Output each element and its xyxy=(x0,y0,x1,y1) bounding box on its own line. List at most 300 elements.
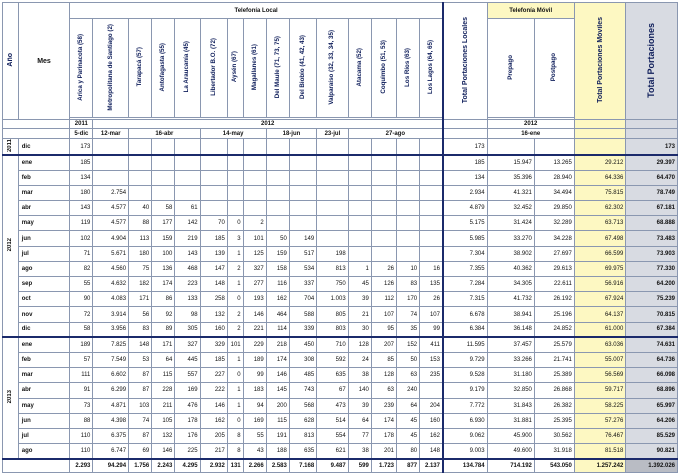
region-value: 198 xyxy=(317,246,349,261)
subhdr-2012: 2012 xyxy=(93,120,443,129)
region-value: 750 xyxy=(317,277,349,292)
region-value: 90 xyxy=(70,292,93,307)
region-value: 4.871 xyxy=(93,398,129,413)
region-value xyxy=(397,185,420,200)
region-value: 534 xyxy=(289,261,316,276)
region-value: 221 xyxy=(243,322,266,337)
region-value xyxy=(348,170,371,185)
region-value xyxy=(420,185,443,200)
region-value: 704 xyxy=(289,292,316,307)
month-cell: jun xyxy=(18,231,70,246)
postpaid-header: Postpago xyxy=(534,19,574,118)
region-value: 207 xyxy=(371,337,396,352)
region-value: 169 xyxy=(175,383,200,398)
year-cell: 2012 xyxy=(3,155,19,337)
region-value: 70 xyxy=(200,216,227,231)
region-value: 87 xyxy=(129,383,152,398)
prepaid-value: 31.424 xyxy=(487,216,534,231)
region-value: 56 xyxy=(129,307,152,322)
region-value xyxy=(371,139,396,156)
region-value xyxy=(317,170,349,185)
region-value: 1.003 xyxy=(317,292,349,307)
region-value: 235 xyxy=(420,368,443,383)
region-value: 588 xyxy=(289,307,316,322)
month-cell: jul xyxy=(18,428,70,443)
grand-total: 1.392.026 xyxy=(626,459,678,473)
region-value: 813 xyxy=(317,261,349,276)
region-value: 445 xyxy=(175,352,200,367)
region-value: 86 xyxy=(152,292,175,307)
region-value: 200 xyxy=(266,398,289,413)
total-mobile-value: 55.007 xyxy=(574,352,626,367)
region-value xyxy=(93,139,129,156)
region-value: 24 xyxy=(348,352,371,367)
region-value: 149 xyxy=(289,231,316,246)
region-value: 21 xyxy=(348,307,371,322)
region-value: 5.671 xyxy=(93,246,129,261)
region-value: 74 xyxy=(129,413,152,428)
total-value: 29.397 xyxy=(626,155,678,170)
total-mobile-value: 58.225 xyxy=(574,398,626,413)
total-local-value: 6.678 xyxy=(443,307,487,322)
total-mobile-value: 63.713 xyxy=(574,216,626,231)
region-value: 174 xyxy=(266,352,289,367)
region-value xyxy=(348,216,371,231)
region-value xyxy=(243,139,266,156)
region-value: 468 xyxy=(175,261,200,276)
total-region-value: 599 xyxy=(348,459,371,473)
region-value: 114 xyxy=(266,322,289,337)
grand-total-postpaid: 543.050 xyxy=(534,459,574,473)
region-value xyxy=(289,185,316,200)
region-value xyxy=(348,246,371,261)
total-value: 68.888 xyxy=(626,216,678,231)
total-local-value: 185 xyxy=(443,155,487,170)
total-value: 77.330 xyxy=(626,261,678,276)
region-value xyxy=(317,231,349,246)
region-value xyxy=(200,139,227,156)
region-value: 71 xyxy=(70,246,93,261)
region-value xyxy=(371,216,396,231)
postpaid-value xyxy=(534,139,574,156)
postpaid-value: 28.940 xyxy=(534,170,574,185)
total-mobile-value: 62.302 xyxy=(574,201,626,216)
region-value: 180 xyxy=(70,185,93,200)
total-mobile-value: 76.467 xyxy=(574,428,626,443)
region-value: 228 xyxy=(152,383,175,398)
region-value: 148 xyxy=(129,337,152,352)
region-header: La Araucanía (45) xyxy=(175,19,200,118)
month-cell: feb xyxy=(18,170,70,185)
region-value xyxy=(289,201,316,216)
total-value: 75.239 xyxy=(626,292,678,307)
region-value: 2 xyxy=(243,216,266,231)
region-value: 50 xyxy=(397,352,420,367)
total-mobile-value: 69.975 xyxy=(574,261,626,276)
total-region-value: 2.932 xyxy=(200,459,227,473)
region-value xyxy=(129,170,152,185)
postpaid-value: 25.196 xyxy=(534,307,574,322)
total-header: Total Portaciones xyxy=(626,3,678,120)
region-header: Coquimbo (51, 53) xyxy=(371,19,396,118)
region-value: 180 xyxy=(129,246,152,261)
region-value: 83 xyxy=(397,277,420,292)
month-cell: oct xyxy=(18,292,70,307)
region-value xyxy=(266,185,289,200)
region-value: 7.825 xyxy=(93,337,129,352)
total-local-value: 7.355 xyxy=(443,261,487,276)
region-value: 0 xyxy=(227,292,243,307)
region-value: 174 xyxy=(152,277,175,292)
region-header: Metropolitana de Santiago (2) xyxy=(93,19,129,118)
region-value: 805 xyxy=(317,307,349,322)
month-cell: jun xyxy=(18,413,70,428)
region-value: 329 xyxy=(200,337,227,352)
table-row xyxy=(3,292,678,307)
region-value xyxy=(317,201,349,216)
region-value: 227 xyxy=(200,368,227,383)
total-mobile-value: 59.717 xyxy=(574,383,626,398)
region-value: 173 xyxy=(70,139,93,156)
region-value: 185 xyxy=(200,231,227,246)
mobile-header: Telefonía Móvil xyxy=(487,3,574,19)
region-value: 58 xyxy=(152,201,175,216)
region-value: 101 xyxy=(243,231,266,246)
table-row xyxy=(3,322,678,337)
total-local-value: 5.985 xyxy=(443,231,487,246)
region-value: 10 xyxy=(397,261,420,276)
total-local-value: 6.384 xyxy=(443,322,487,337)
total-value: 68.896 xyxy=(626,383,678,398)
region-value: 87 xyxy=(129,428,152,443)
region-value: 64 xyxy=(152,352,175,367)
region-value: 148 xyxy=(200,277,227,292)
region-header: Antofagasta (55) xyxy=(152,19,175,118)
region-value xyxy=(266,170,289,185)
region-value: 0 xyxy=(227,413,243,428)
region-value: 4.577 xyxy=(93,201,129,216)
table-row xyxy=(3,444,678,459)
month-cell: feb xyxy=(18,352,70,367)
region-value: 308 xyxy=(289,352,316,367)
prepaid-value: 32.850 xyxy=(487,383,534,398)
region-value: 803 xyxy=(317,322,349,337)
total-value: 66.098 xyxy=(626,368,678,383)
month-cell: may xyxy=(18,398,70,413)
total-region-value: 2.243 xyxy=(152,459,175,473)
grand-total-local: 134.784 xyxy=(443,459,487,473)
region-value: 160 xyxy=(200,322,227,337)
region-value xyxy=(152,185,175,200)
table-row xyxy=(3,216,678,231)
region-value: 91 xyxy=(70,383,93,398)
total-region-value: 7.168 xyxy=(289,459,316,473)
table-row xyxy=(3,155,678,170)
total-mobile-header: Total Portaciones Móviles xyxy=(574,3,626,120)
region-value: 4.398 xyxy=(93,413,129,428)
prepaid-value: 37.457 xyxy=(487,337,534,352)
region-value xyxy=(175,170,200,185)
region-value: 145 xyxy=(266,383,289,398)
region-value: 240 xyxy=(397,383,420,398)
table-row xyxy=(3,352,678,367)
region-value: 191 xyxy=(266,428,289,443)
postpaid-value: 29.613 xyxy=(534,261,574,276)
region-value: 73 xyxy=(70,398,93,413)
total-value: 90.821 xyxy=(626,444,678,459)
region-value: 0 xyxy=(227,216,243,231)
region-value: 146 xyxy=(200,398,227,413)
region-value: 115 xyxy=(152,368,175,383)
region-value: 218 xyxy=(266,337,289,352)
total-region-value: 2.137 xyxy=(420,459,443,473)
date-16-ene: 16-ene xyxy=(487,129,574,139)
month-cell: sep xyxy=(18,277,70,292)
region-value xyxy=(129,185,152,200)
region-value: 1 xyxy=(348,261,371,276)
year-header: Año xyxy=(3,3,19,120)
region-value: 83 xyxy=(129,322,152,337)
region-value: 77 xyxy=(348,428,371,443)
prepaid-value: 49.600 xyxy=(487,444,534,459)
region-value: 139 xyxy=(200,246,227,261)
region-value xyxy=(397,139,420,156)
postpaid-value: 30.562 xyxy=(534,428,574,443)
month-cell: ene xyxy=(18,155,70,170)
region-value xyxy=(227,201,243,216)
region-value: 95 xyxy=(371,322,396,337)
prepaid-value: 31.881 xyxy=(487,413,534,428)
region-value: 743 xyxy=(289,383,316,398)
postpaid-value: 26.382 xyxy=(534,398,574,413)
total-value: 64.470 xyxy=(626,170,678,185)
month-cell: dic xyxy=(18,139,70,156)
region-value: 98 xyxy=(175,307,200,322)
region-value: 143 xyxy=(175,246,200,261)
prepaid-value: 38.902 xyxy=(487,246,534,261)
region-value: 4.904 xyxy=(93,231,129,246)
prepaid-value: 32.452 xyxy=(487,201,534,216)
subhdr-2011: 2011 xyxy=(70,120,93,129)
region-value: 147 xyxy=(200,261,227,276)
region-value: 148 xyxy=(420,444,443,459)
region-value: 592 xyxy=(317,352,349,367)
table-row xyxy=(3,368,678,383)
region-value: 162 xyxy=(420,428,443,443)
region-value: 116 xyxy=(266,277,289,292)
region-value: 38 xyxy=(348,444,371,459)
region-value: 64 xyxy=(348,413,371,428)
date-27-ago: 27-ago xyxy=(348,129,443,139)
total-value: 65.997 xyxy=(626,398,678,413)
total-region-value: 2.583 xyxy=(266,459,289,473)
region-value: 189 xyxy=(70,337,93,352)
region-value xyxy=(129,139,152,156)
region-value xyxy=(371,155,396,170)
month-cell: jul xyxy=(18,246,70,261)
region-value: 39 xyxy=(348,292,371,307)
region-value: 92 xyxy=(152,307,175,322)
table-row xyxy=(3,261,678,276)
table-row xyxy=(3,413,678,428)
region-value: 99 xyxy=(420,322,443,337)
region-header: Arica y Parinacota (58) xyxy=(70,19,93,118)
region-value: 94 xyxy=(243,398,266,413)
region-value xyxy=(175,139,200,156)
region-value xyxy=(371,246,396,261)
region-value xyxy=(317,155,349,170)
table-row xyxy=(3,428,678,443)
region-value xyxy=(420,139,443,156)
local-header: Telefonía Local xyxy=(70,3,443,19)
region-value: 107 xyxy=(420,307,443,322)
total-local-value: 7.304 xyxy=(443,246,487,261)
table-row xyxy=(3,337,678,352)
region-value xyxy=(266,201,289,216)
prepaid-value: 33.266 xyxy=(487,352,534,367)
region-value: 146 xyxy=(152,444,175,459)
table-row xyxy=(3,231,678,246)
region-value xyxy=(243,155,266,170)
postpaid-value: 25.579 xyxy=(534,337,574,352)
region-value: 45 xyxy=(397,413,420,428)
region-value: 162 xyxy=(200,413,227,428)
region-value: 204 xyxy=(420,398,443,413)
month-cell: may xyxy=(18,216,70,231)
region-value: 171 xyxy=(152,337,175,352)
region-value: 188 xyxy=(266,444,289,459)
total-local-value: 7.284 xyxy=(443,277,487,292)
total-region-value: 94.294 xyxy=(93,459,129,473)
region-value xyxy=(93,170,129,185)
postpaid-value: 32.289 xyxy=(534,216,574,231)
table-row xyxy=(3,139,678,156)
total-region-value: 877 xyxy=(397,459,420,473)
total-local-value: 9.528 xyxy=(443,368,487,383)
region-value: 143 xyxy=(70,201,93,216)
region-value: 450 xyxy=(289,337,316,352)
postpaid-value: 25.395 xyxy=(534,413,574,428)
region-value: 473 xyxy=(317,398,349,413)
total-region-value: 2.266 xyxy=(243,459,266,473)
region-value: 101 xyxy=(227,337,243,352)
region-value: 222 xyxy=(200,383,227,398)
region-header: Los Lagos (64, 65) xyxy=(420,19,443,118)
region-value xyxy=(200,170,227,185)
region-header: Libertador B.O. (72) xyxy=(200,19,227,118)
month-cell: mar xyxy=(18,185,70,200)
region-value xyxy=(420,231,443,246)
region-value: 219 xyxy=(175,231,200,246)
date-14-may: 14-may xyxy=(200,129,266,139)
total-mobile-value: 63.036 xyxy=(574,337,626,352)
table-row xyxy=(3,185,678,200)
region-value: 185 xyxy=(200,352,227,367)
region-value xyxy=(93,155,129,170)
region-value: 217 xyxy=(200,444,227,459)
total-value: 64.736 xyxy=(626,352,678,367)
region-value: 170 xyxy=(397,292,420,307)
region-header: Del Maule (71, 73, 75) xyxy=(266,19,289,118)
region-value xyxy=(200,201,227,216)
prepaid-value: 36.148 xyxy=(487,322,534,337)
subhdr-2012-mobile: 2012 xyxy=(487,120,574,129)
total-mobile-value: 57.276 xyxy=(574,413,626,428)
region-value: 64 xyxy=(397,398,420,413)
region-value xyxy=(175,185,200,200)
region-value: 128 xyxy=(371,368,396,383)
total-value: 78.749 xyxy=(626,185,678,200)
region-value xyxy=(348,139,371,156)
region-value: 99 xyxy=(243,368,266,383)
region-value: 169 xyxy=(243,413,266,428)
total-value: 85.529 xyxy=(626,428,678,443)
region-value: 153 xyxy=(420,352,443,367)
region-header: Atacama (52) xyxy=(348,19,371,118)
region-value: 6.299 xyxy=(93,383,129,398)
region-value: 174 xyxy=(371,413,396,428)
region-value xyxy=(243,201,266,216)
region-value xyxy=(129,155,152,170)
region-value xyxy=(420,201,443,216)
region-value xyxy=(289,216,316,231)
region-value xyxy=(243,170,266,185)
region-value: 45 xyxy=(397,428,420,443)
total-local-value: 7.315 xyxy=(443,292,487,307)
region-header: Tarapacá (57) xyxy=(129,19,152,118)
total-value: 64.206 xyxy=(626,413,678,428)
postpaid-value: 21.741 xyxy=(534,352,574,367)
region-value xyxy=(348,185,371,200)
total-local-value: 6.930 xyxy=(443,413,487,428)
prepaid-header: Prepago xyxy=(487,19,534,118)
region-value: 103 xyxy=(129,398,152,413)
region-value: 193 xyxy=(243,292,266,307)
region-value: 50 xyxy=(266,231,289,246)
region-value: 85 xyxy=(371,352,396,367)
region-value xyxy=(266,216,289,231)
table-row xyxy=(3,307,678,322)
region-value: 411 xyxy=(420,337,443,352)
region-value: 2 xyxy=(227,322,243,337)
prepaid-value: 31.180 xyxy=(487,368,534,383)
region-value xyxy=(317,139,349,156)
total-mobile-value: 66.599 xyxy=(574,246,626,261)
region-value: 8 xyxy=(227,428,243,443)
postpaid-value: 31.918 xyxy=(534,444,574,459)
region-value: 182 xyxy=(129,277,152,292)
region-value: 89 xyxy=(152,322,175,337)
region-value: 635 xyxy=(289,444,316,459)
total-local-value: 11.595 xyxy=(443,337,487,352)
region-value: 88 xyxy=(129,216,152,231)
prepaid-value: 41.321 xyxy=(487,185,534,200)
region-value xyxy=(266,139,289,156)
total-local-value: 134 xyxy=(443,170,487,185)
postpaid-value: 22.611 xyxy=(534,277,574,292)
region-value: 201 xyxy=(371,444,396,459)
region-value: 4.083 xyxy=(93,292,129,307)
region-value: 115 xyxy=(266,413,289,428)
region-value: 113 xyxy=(129,231,152,246)
region-value: 110 xyxy=(70,444,93,459)
region-value: 162 xyxy=(266,292,289,307)
total-local-value: 9.729 xyxy=(443,352,487,367)
region-value: 1 xyxy=(227,398,243,413)
region-value: 30 xyxy=(348,322,371,337)
total-mobile-value: 67.924 xyxy=(574,292,626,307)
total-local-value: 2.934 xyxy=(443,185,487,200)
